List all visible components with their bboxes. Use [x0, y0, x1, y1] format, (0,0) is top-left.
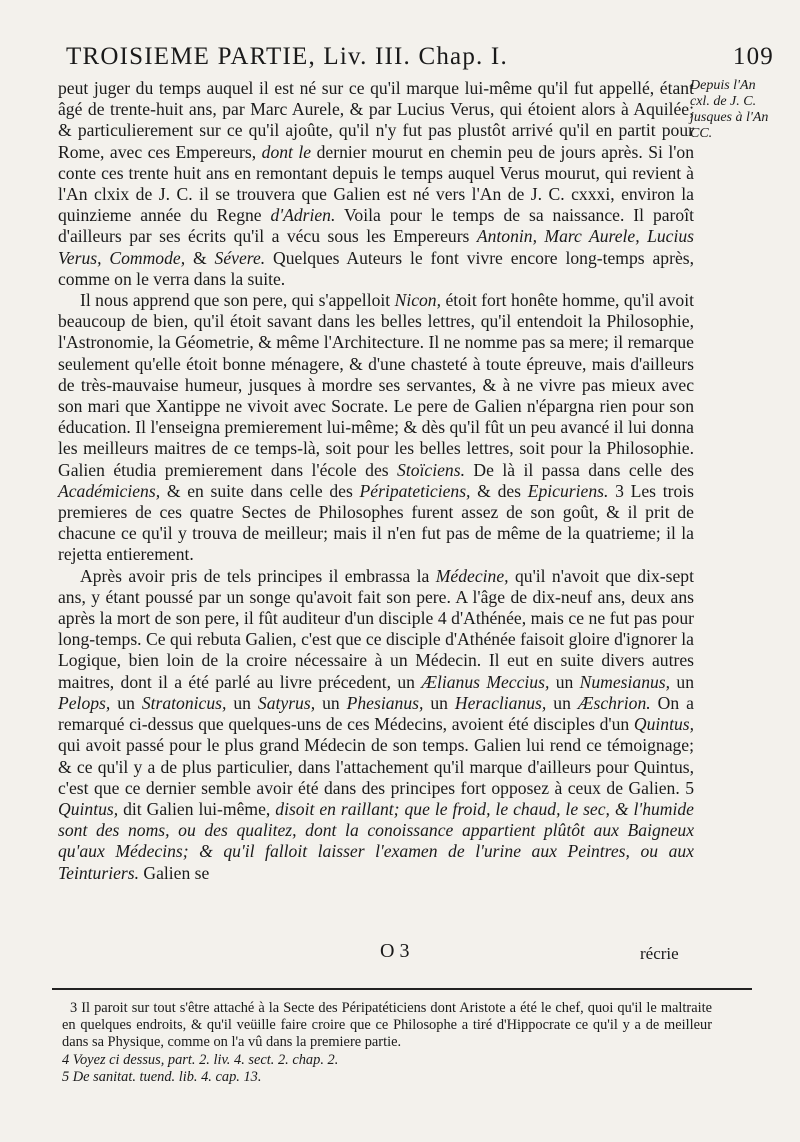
italic-run: Académiciens,: [58, 480, 161, 501]
footnote-3: 3 Il paroit sur tout s'être attaché à la Secte des Péripatéticiens dont Aristote a été le chef, quoi qu'il le maltraite en quelques endroits, & qu'il veüille faire croire que ce Philosophe a tiré d'Hippocrate ce qu'il y a de meilleur dans sa Physique, comme on l'a vû dans la premiere partie.: [62, 1000, 712, 1051]
italic-run: Phesianus,: [346, 692, 424, 713]
italic-run: Heraclianus,: [454, 692, 547, 713]
italic-run: Pelops,: [58, 692, 111, 713]
italic-run: Satyrus,: [257, 692, 316, 713]
body-text: [58, 78, 694, 884]
text-run: & des: [477, 480, 522, 501]
paragraph-1: [58, 78, 694, 290]
italic-run: Quintus,: [633, 714, 694, 735]
text-run: & en suite dans celle des: [166, 480, 353, 501]
italic-run: Péripateticiens,: [359, 480, 471, 501]
footnote-4-text: 4 Voyez ci dessus, part. 2. liv. 4. sect. 2. chap. 2.: [62, 1051, 339, 1068]
italic-run: Æschrion.: [577, 692, 651, 713]
text-run: 3 Les trois premieres de ces quatre Sectes de Philosophes furent assez de son goût, & il prit de chacune ce qu'il y trouva de meilleur; mais il n'en fut pas de même de la quatrieme; il la rejetta entierement.: [58, 480, 694, 565]
italic-run: Numesianus,: [579, 671, 671, 692]
footnote-5-text: 5 De sanitat. tuend. lib. 4. cap. 13.: [62, 1068, 262, 1085]
italic-run: Sévere.: [214, 247, 266, 268]
text-run: De là il passa dans celle des: [473, 459, 694, 480]
text-run: un: [676, 671, 694, 692]
margin-note: Depuis l'An cxl. de J. C. jusques à l'An CC.: [690, 78, 769, 141]
italic-quote: disoit en raillant; que le froid, le chaud, le sec, & l'humide sont des noms, ou des qualitez, dont la conoissance appartient plûtôt aux Baigneux qu'aux Médecins; & qu'il falloit laisser l'examen de l'urine aux Peintres, ou aux Teinturiers.: [58, 798, 694, 883]
text-run: dernier mourut en chemin peu de jours après. Si l'on conte ces trente huit ans en remontant depuis le temps auquel Verus mourut, qui revient à l'An clxix de J. C. il se trouvera que Galien est né vers l'An de J. C. cxxxi, environ la quinzieme année du Regne: [58, 141, 695, 226]
text-run: peut juger du temps auquel il est né sur ce qu'il marque lui-même qu'il fut appellé, étant âgé de trente-huit ans, par Marc Aurele, & par Lucius Verus, qui étoient alors à Aquilée; & particulierement sur ce qu'il ajoûte, qu'il n'y fut pas plustôt arrivé qu'il en partit pour Rome, avec ces Empereurs,: [58, 78, 694, 162]
page-number: 109: [732, 43, 774, 70]
text-run: Quelques Auteurs le font vivre encore long-temps après, comme on le verra dans la suite.: [58, 247, 695, 289]
text-run: dit Galien lui-même,: [123, 798, 271, 819]
text-run: Voila pour le temps de sa naissance. Il paroît d'ailleurs par ses écrits qu'il a vécu sous les Empereurs: [58, 205, 694, 247]
italic-run: Stoïciens.: [397, 459, 465, 480]
text-run: un: [553, 692, 571, 713]
paragraph-3: [58, 566, 694, 884]
text-run: étoit fort honête homme, qu'il avoit beaucoup de bien, qu'il étoit savant dans les belles lettres, qu'il entendoit la Philosophie, l'Astronomie, la Géometrie, & même l'Architecture. Il ne nomme pas sa mere; il remarque seulement qu'elle étoit bonne ménagere, & d'une chasteté à toute épreuve, mais d'ailleurs de très-mauvaise humeur, jusques à mordre ses servantes, & à ne vivre pas mieux avec son mari que Xantippe ne vivoit avec Socrate. Le pere de Galien n'épargna rien pour son éducation. Il l'enseigna premierement lui-même; & dès qu'il fût un peu avancé il lui donna les meilleurs maitres de ce temps-là, soit pour les belles lettres, soit pour la Philosophie. Galien étudia premierement dans l'école des: [58, 290, 694, 480]
italic-run: Antonin, Marc Aurele, Lucius Verus, Commode,: [58, 226, 694, 268]
text-run: Après avoir pris de tels principes il embrassa la: [80, 565, 430, 586]
text-run: qui avoit passé pour le plus grand Médecin de son temps. Galien lui rend ce témoignage; & ce qu'il y a de plus particulier, dans l'attachement qu'il marque d'ailleurs pour Quintus, c'est que ce dernier semble avoir été dans des principes fort opposez à ceux de Galien. 5: [58, 735, 694, 798]
italic-run: Nicon,: [394, 290, 442, 311]
italic-run: Quintus,: [58, 798, 119, 819]
italic-run: d'Adrien.: [270, 205, 336, 226]
text-run: un: [117, 692, 135, 713]
paragraph-2: [58, 290, 694, 566]
text-run: qu'il n'avoit que dix-sept ans, y étant poussé par un songe qu'avoit fait son pere. A l'âge de dix-neuf ans, deux ans après la mort de son pere, il fût auditeur d'un disciple 4 d'Athénée, mais ce ne fut pas pour long-temps. Ce qui rebuta Galien, c'est que ce disciple d'Athénée faisoit gloire d'ignorer la Logique, bien loin de la croire nécessaire à un Médecin. Il eut en suite divers autres maitres, dont il a été parlé au livre précedent, un: [58, 565, 694, 692]
text-run: un: [555, 671, 574, 692]
footnote-4: [62, 1052, 712, 1069]
text-run: un: [322, 692, 340, 713]
text-run: un: [233, 692, 251, 713]
italic-run: Stratonicus,: [141, 692, 227, 713]
italic-run: Médecine,: [435, 565, 509, 586]
italic-run: Ælianus Meccius,: [421, 671, 550, 692]
running-title: TROISIEME PARTIE, Liv. III. Chap. I.: [66, 43, 508, 70]
text-run: un: [430, 692, 448, 713]
text-run: On a remarqué ci-dessus que quelques-uns de ces Médecins, avoient été disciples d'un: [58, 692, 694, 735]
text-run: Galien se: [143, 862, 210, 883]
footnote-5: [62, 1069, 712, 1086]
signature-mark: O 3: [380, 940, 410, 962]
footnote-divider: [52, 988, 752, 990]
italic-run: dont le: [261, 141, 312, 162]
running-header: [66, 42, 774, 72]
text-run: Il nous apprend que son pere, qui s'appelloit: [80, 290, 391, 311]
italic-run: Epicuriens.: [527, 480, 609, 501]
text-run: &: [192, 247, 207, 268]
footnotes: [62, 1000, 712, 1086]
catchword: récrie: [640, 944, 679, 963]
